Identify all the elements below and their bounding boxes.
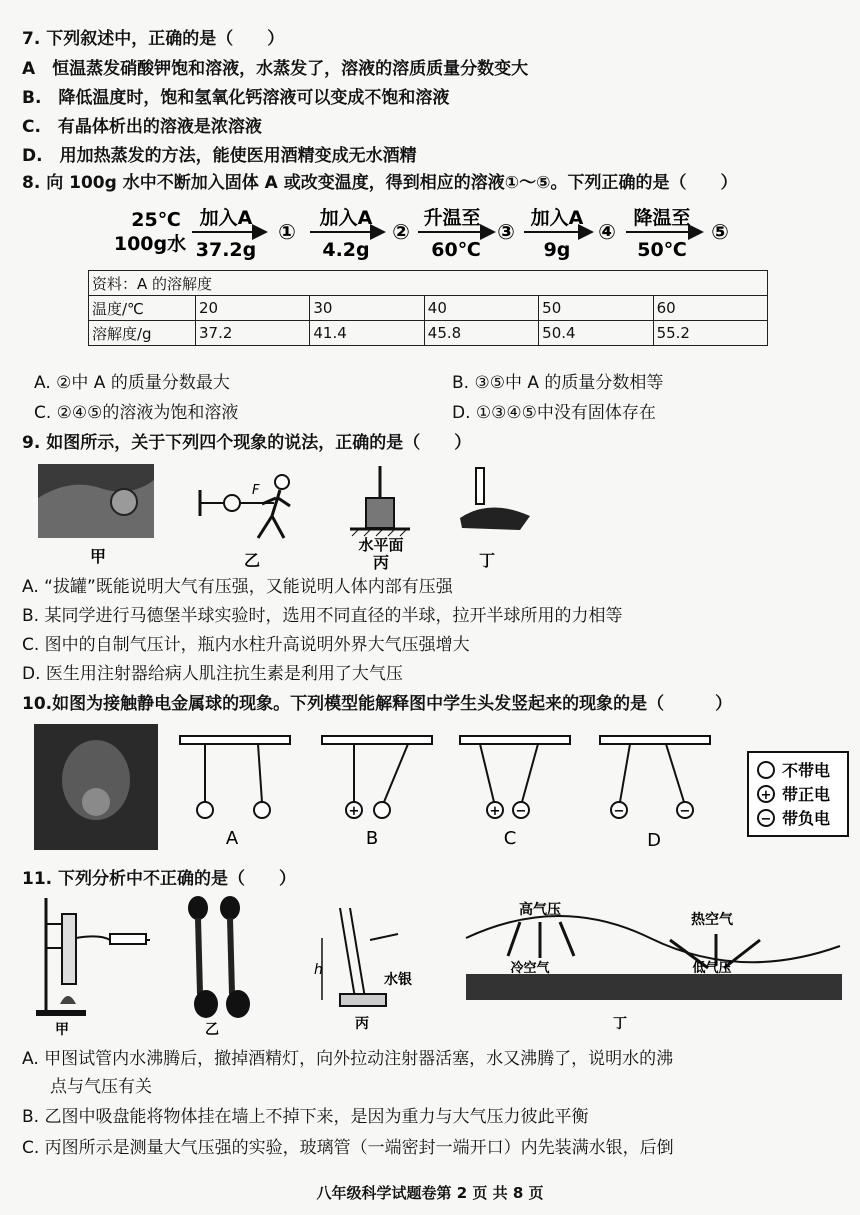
label-cold-air: 冷空气: [510, 961, 550, 976]
flow-step-5: [626, 206, 729, 261]
q8-flow-diagram: [0, 200, 860, 266]
label-h: h: [314, 962, 323, 978]
svg-text:①: ①: [278, 220, 296, 244]
flow-step-2: [310, 206, 410, 261]
q8-option-a: A. ②中 A 的质量分数最大: [34, 373, 230, 393]
svg-text:−: −: [613, 804, 625, 819]
model-b: [322, 736, 432, 849]
table-caption: 资料：A 的溶解度: [89, 271, 768, 296]
flow-step-4: [524, 206, 616, 261]
fig11-caption-jia: 甲: [55, 1022, 69, 1038]
svg-text:D: D: [647, 830, 661, 851]
charge-legend: [748, 752, 848, 836]
model-d: [600, 736, 710, 851]
q10-stem: 10.如图为接触静电金属球的现象。下列模型能解释图中学生头发竖起来的现象的是（ ）: [22, 694, 733, 714]
svg-text:③: ③: [497, 220, 515, 244]
label-low-pressure: 低气压: [692, 961, 732, 976]
q11-option-c: C. 丙图所示是测量大气压强的实验，玻璃管（一端密封一端开口）内先装满水银，后倒: [22, 1138, 674, 1158]
torricelli-tube: [322, 908, 398, 1006]
fig11-caption-bing: 丙: [355, 1016, 369, 1032]
svg-text:+: +: [348, 804, 360, 819]
q9-option-c: C. 图中的自制气压计，瓶内水柱升高说明外界大气压强增大: [22, 635, 470, 655]
flow-start-water: 100g水: [113, 233, 187, 255]
q7-option-d: D. 用加热蒸发的方法，能使医用酒精变成无水酒精: [22, 146, 417, 166]
q8-option-b: B. ③⑤中 A 的质量分数相等: [452, 373, 664, 393]
q9-option-a: A. “拔罐”既能说明大气有压强，又能说明人体内部有压强: [22, 577, 453, 597]
q11-option-b: B. 乙图中吸盘能将物体挂在墙上不掉下来，是因为重力与大气压力彼此平衡: [22, 1107, 589, 1127]
svg-text:−: −: [515, 804, 527, 819]
table-row: 溶解度/g 37.2 41.4 45.8 50.4 55.2: [89, 321, 768, 346]
force-label: F: [252, 483, 260, 498]
table-row: 温度/℃ 20 30 40 50 60: [89, 296, 768, 321]
svg-text:⑤: ⑤: [711, 220, 729, 244]
svg-text:加入A: 加入A: [199, 207, 253, 229]
svg-text:A: A: [225, 828, 239, 849]
svg-text:加入A: 加入A: [530, 207, 584, 229]
level-label: 水平面: [358, 536, 404, 554]
q9-option-b: B. 某同学进行马德堡半球实验时，选用不同直径的半球，拉开半球所用的力相等: [22, 606, 623, 626]
svg-text:带负电: 带负电: [782, 809, 831, 828]
svg-text:B: B: [365, 828, 379, 849]
svg-text:9g: 9g: [543, 239, 571, 261]
q7-option-b: B. 降低温度时，饱和氢氧化钙溶液可以变成不饱和溶液: [22, 88, 450, 108]
model-a: [180, 736, 290, 849]
svg-text:+: +: [489, 804, 501, 819]
injection-figure: [460, 468, 530, 530]
svg-text:4.2g: 4.2g: [322, 239, 370, 261]
solubility-table: [88, 270, 768, 346]
svg-text:37.2g: 37.2g: [195, 239, 257, 261]
svg-text:50℃: 50℃: [637, 239, 687, 261]
svg-text:升温至: 升温至: [423, 207, 481, 229]
fig-caption-yi: 乙: [243, 551, 261, 570]
flow-step-3: [418, 206, 515, 261]
q8-option-d: D. ①③④⑤中没有固体存在: [452, 403, 656, 423]
flow-step-1: [192, 206, 296, 261]
fig-caption-ding: 丁: [478, 551, 496, 570]
fig11-caption-yi: 乙: [205, 1022, 219, 1038]
q11-option-a-line1: A. 甲图试管内水沸腾后，撤掉酒精灯，向外拉动注射器活塞，水又沸腾了，说明水的沸: [22, 1049, 674, 1069]
q8-stem: 8. 向 100g 水中不断加入固体 A 或改变温度，得到相应的溶液①～⑤。下列正确的是（ ）: [22, 173, 738, 193]
q9-figures: [0, 458, 860, 576]
flow-start-temp: 25℃: [131, 209, 181, 231]
svg-text:C: C: [503, 828, 517, 849]
svg-text:+: +: [760, 788, 772, 803]
q11-option-a-line2: 点与气压有关: [50, 1077, 152, 1097]
svg-text:不带电: 不带电: [782, 761, 831, 780]
suction-cups: [188, 896, 250, 1018]
q9-option-d: D. 医生用注射器给病人肌注抗生素是利用了大气压: [22, 664, 403, 684]
q7-stem: 7. 下列叙述中，正确的是（ ）: [22, 29, 285, 49]
svg-text:−: −: [760, 812, 772, 827]
svg-text:②: ②: [392, 220, 410, 244]
barometer-figure: [350, 466, 410, 536]
fig-caption-bing: 丙: [372, 553, 390, 572]
page-footer: 八年级科学试题卷第 2 页 共 8 页: [316, 1184, 544, 1202]
svg-text:降温至: 降温至: [633, 207, 691, 229]
q11-figures: [0, 894, 860, 1040]
q9-stem: 9. 如图所示，关于下列四个现象的说法，正确的是（ ）: [22, 433, 472, 453]
q8-option-c: C. ②④⑤的溶液为饱和溶液: [34, 403, 239, 423]
cupping-photo: [38, 464, 154, 538]
fig11-caption-ding: 丁: [613, 1016, 627, 1032]
q7-option-c: C. 有晶体析出的溶液是浓溶液: [22, 117, 262, 137]
svg-text:带正电: 带正电: [782, 785, 831, 804]
svg-text:加入A: 加入A: [319, 207, 373, 229]
svg-text:60℃: 60℃: [431, 239, 481, 261]
svg-text:−: −: [679, 804, 691, 819]
label-hot-air: 热空气: [691, 912, 733, 928]
q10-figures: [0, 722, 860, 858]
label-high-pressure: 高气压: [519, 902, 561, 918]
air-pressure-scene: [466, 916, 842, 1000]
magdeburg-figure: [200, 475, 290, 538]
model-c: [460, 736, 570, 849]
svg-text:④: ④: [598, 220, 616, 244]
static-ball-photo: [34, 724, 158, 850]
q11-stem: 11. 下列分析中不正确的是（ ）: [22, 869, 297, 889]
boiling-apparatus: [36, 898, 150, 1016]
fig-caption-jia: 甲: [89, 547, 107, 566]
q7-option-a: A 恒温蒸发硝酸钾饱和溶液，水蒸发了，溶液的溶质质量分数变大: [22, 59, 529, 79]
label-mercury: 水银: [384, 972, 412, 988]
